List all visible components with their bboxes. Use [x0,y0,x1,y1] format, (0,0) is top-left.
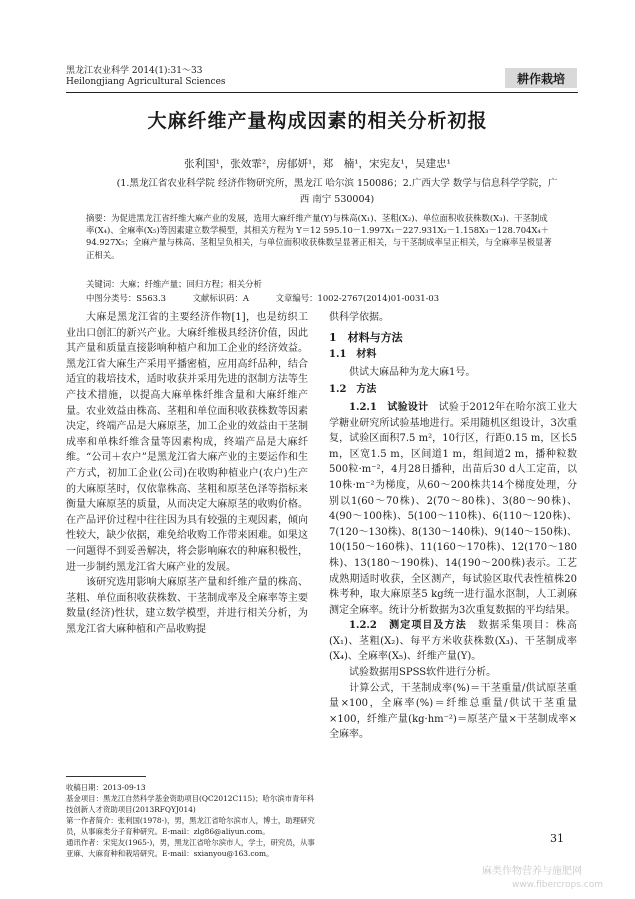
section-badge: 耕作栽培 [505,68,577,88]
journal-name-cn: 黑龙江农业科学 2014(1):31～33 [66,66,203,76]
stats-paragraph: 试验数据用SPSS软件进行分析。 [349,667,497,679]
article-number: 文章编号：1002-2767(2014)01-0031-03 [275,293,440,303]
left-column [66,310,308,637]
section-heading-1-1: 1.1 材料 [329,349,377,361]
footnote-first-author: 第一作者简介：张利国(1978-)，男，黑龙江省哈尔滨市人，博士，助理研究员，从事麻类分子育种研究。E-mail：zlg86@aliyun.com。 [66,816,315,836]
page-number: 31 [550,832,564,845]
right-column [329,310,577,743]
methods-subheading: 1.2.1 试验设计 [349,401,429,413]
watermark-url: www.fibercrops.com [512,880,603,890]
footnote-received: 收稿日期：2013-09-13 [66,783,146,792]
items-subheading: 1.2.2 测定项目及方法 [349,620,467,632]
footnote-divider [66,776,146,777]
formula-paragraph: 计算公式，干茎制成率(%)＝干茎重量/供试原茎重量×100，全麻率(%)＝纤维总重量/供试干茎重量×100，纤维产量(kg·hm⁻²)＝原茎产量×干茎制成率×全麻率。 [329,682,577,741]
journal-name-en: Heilongjiang Agricultural Sciences [66,77,226,87]
affiliation: (1.黑龙江省农业科学院 经济作物研究所，黑龙江 哈尔滨 150086；2.广西大学 数学与信息科学学院，广西 南宁 530004) [116,178,558,205]
author-list: 张利国¹，张效霏²，房郁妍¹，郑 楠¹，宋宪友¹，吴建忠¹ [184,158,451,170]
intro-paragraph-1: 大麻是黑龙江省的主要经济作物[1]，也是纺织工业出口创汇的新兴产业。大麻纤维极具经济价值，因此其产量和质量直接影响种植户和加工企业的经济效益。黑龙江省大麻生产采用平播密植，应用高纤品种，结合适宜的栽培技术，适时收获并采用先进的沤制方法等生产技术措施，以提高大麻单株纤维含量和大麻纤维产量。农业效益由株高、茎粗和单位面积收获株数等因素决定，终端产品是大麻原茎，加工企业的效益由干茎制成率和单株纤维含量等因素构成，终端产品是大麻纤维。“公司＋农户”是黑龙江省大麻产业的主要运作和生产方式，初加工企业(公司)在收购种植业户(农户)生产的大麻原茎时，仅依靠株高、茎粗和原茎色泽等指标来衡量大麻原茎的质量，从而决定大麻原茎的收购价格。在产品评价过程中往往因为具有较强的主观因素，倾向性较大，缺少依据，难免给收购工作带来困难。如果这一问题得不到妥善解决，将会影响麻农的种麻积极性，进一步制约黑龙江省大麻产业的发展。 [66,312,308,573]
materials-paragraph: 供试大麻品种为龙大麻1号。 [349,366,476,378]
classification-line [86,292,554,304]
clc-number: 中图分类号：S563.3 [86,293,166,303]
watermark-text: 麻类作物营养与施肥网 [482,866,582,877]
section-heading-1: 1 材料与方法 [329,330,403,344]
section-heading-1-2: 1.2 方法 [329,384,377,396]
keywords: 关键词：大麻；纤维产量；回归方程；相关分析 [86,279,262,289]
items-paragraph: 数据采集项目：株高(X₁)、茎粗(X₂)、每平方米收获株数(X₃)、干茎制成率(X₄)、全麻率(X₅)、纤维产量(Y)。 [329,620,578,663]
journal-header [66,66,226,88]
abstract: 摘要：为促进黑龙江省纤维大麻产业的发展，选用大麻纤维产量(Y)与株高(X₁)、茎粗(X₂)、单位面积收获株数(X₃)、干茎制成率(X₄)、全麻率(X₅)等因素建立数学模型，其相关方程为 Y＝12 595.10－1.997X₁－227.931X₂－1.158X₃－128.704X₄＋94.927X₅；全麻产量与株高、茎粗呈负相关，与单位面积收获株数呈显著正相关，与干茎制成率呈正相关，与全麻率呈极显著正相关。 [86,213,552,260]
paper-title: 大麻纤维产量构成因素的相关分析初报 [147,110,488,132]
header-divider [66,92,578,93]
footnote-corresponding: 通讯作者：宋宪友(1965-)，男，黑龙江省哈尔滨市人，学士，研究员，从事亚麻、大麻育种和栽培研究。E-mail：sxianyou@163.com。 [66,838,315,858]
document-code: 文献标识码：A [192,293,249,303]
methods-paragraph: 试验于2012年在哈尔滨工业大学糖业研究所试验基地进行。采用随机区组设计，3次重复，试验区面积7.5 m²，10行区，行距0.15 m，区长5 m，区宽1.5 m，区间道1 m，组间道2 m，播种粒数500粒·m⁻²，4月28日播种，出苗后30 d人工定苗，以10株·m⁻²为梯度，从60～200株共14个梯度处理，分别以1(60～70株)、2(70～80株)、3(80～90株)、4(90～100株)、5(100～110株)、6(110～120株)、7(120～130株)、8(130～140株)、9(140～150株)、10(150～160株)、11(160～170株)、12(170～180株)、13(180～190株)、14(190～200株)表示。工艺成熟期适时收获，全区测产，每试验区取代表性植株20株考种，取大麻原茎5 kg统一进行温水沤制，人工剥麻测定全麻率。统计分析数据为3次重复数据的平均结果。 [329,401,577,616]
footnote-funding: 基金项目：黑龙江自然科学基金资助项目(QC2012C115)；哈尔滨市青年科技创新人才资助项目(2013RFQYJ014) [66,794,315,814]
footnotes [66,782,316,859]
intro-paragraph-2: 该研究选用影响大麻原茎产量和纤维产量的株高、茎粗、单位面积收获株数、干茎制成率及全麻率等主要数量(经济)性状，建立数学模型，并进行相关分析，为黑龙江省大麻种植和产品收购提 [66,577,308,635]
continuation-text: 供科学依据。 [329,312,389,323]
